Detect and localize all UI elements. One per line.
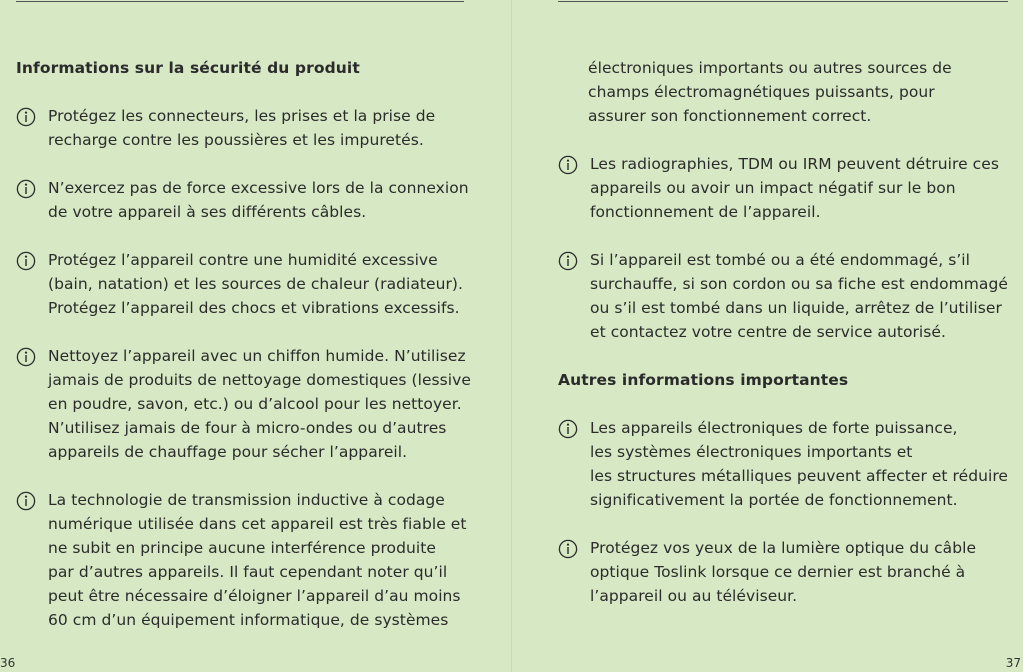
info-item bbox=[558, 152, 1018, 224]
info-circle-icon bbox=[16, 179, 38, 197]
page-number: 37 bbox=[1005, 656, 1021, 670]
info-circle-icon bbox=[16, 347, 38, 365]
section-title-other: Autres informations importantes bbox=[558, 371, 849, 389]
info-item bbox=[558, 248, 1018, 344]
info-text: La technologie de transmission inductive à codage numérique utilisée dans cet appareil est très fiable et ne subit en principe aucune interférence produite par d’autres appareils. Il faut cependant noter qu’il peut être nécessaire d’éloigner l’appareil d’au moins 60 cm d’un équipement informatique, de systèmes bbox=[48, 491, 467, 629]
info-text: Nettoyez l’appareil avec un chiffon humide. N’utilisez jamais de produits de nettoyage domestiques (lessive en poudre, savon, etc.) ou d’alcool pour les nettoyer. N’utilisez jamais de four à micro-ondes ou d’autres appareils de chauffage pour sécher l’appareil. bbox=[48, 347, 471, 461]
info-item bbox=[16, 488, 486, 632]
continued-text: électroniques importants ou autres sources de champs électromagnétiques puissants, pour assurer son fonctionnement correct. bbox=[588, 59, 952, 125]
info-circle-icon bbox=[558, 539, 580, 557]
right-content bbox=[558, 56, 1018, 608]
info-text: Protégez l’appareil contre une humidité excessive (bain, natation) et les sources de chaleur (radiateur). Protégez l’appareil des chocs et vibrations excessifs. bbox=[48, 251, 463, 317]
page-number: 36 bbox=[0, 656, 16, 670]
info-item bbox=[16, 344, 486, 464]
info-circle-icon bbox=[558, 419, 580, 437]
info-circle-icon bbox=[558, 251, 580, 269]
info-text: Les radiographies, TDM ou IRM peuvent détruire ces appareils ou avoir un impact négatif sur le bon fonctionnement de l’appareil. bbox=[590, 155, 999, 221]
info-item bbox=[16, 176, 486, 224]
info-item bbox=[16, 104, 486, 152]
info-text: Protégez vos yeux de la lumière optique du câble optique Toslink lorsque ce dernier est branché à l’appareil ou au téléviseur. bbox=[590, 539, 977, 605]
left-page bbox=[0, 0, 511, 672]
info-circle-icon bbox=[558, 155, 580, 173]
info-circle-icon bbox=[16, 107, 38, 125]
top-rule bbox=[558, 1, 1008, 2]
info-item bbox=[558, 536, 1018, 608]
info-circle-icon bbox=[16, 251, 38, 269]
info-item bbox=[16, 248, 486, 320]
info-item bbox=[558, 416, 1018, 512]
info-text: Si l’appareil est tombé ou a été endommagé, s’il surchauffe, si son cordon ou sa fiche est endommagé ou s’il est tombé dans un liquide, arrêtez de l’utiliser et contactez votre centre de service autorisé. bbox=[590, 251, 1008, 341]
info-text: Les appareils électroniques de forte puissance, les systèmes électroniques importants et les structures métalliques peuvent affecter et réduire significativement la portée de fonctionnement. bbox=[590, 419, 1008, 509]
section-title-safety: Informations sur la sécurité du produit bbox=[16, 59, 360, 77]
left-content bbox=[16, 56, 486, 632]
top-rule bbox=[16, 1, 464, 2]
right-page bbox=[512, 0, 1023, 672]
info-circle-icon bbox=[16, 491, 38, 509]
info-text: Protégez les connecteurs, les prises et la prise de recharge contre les poussières et les impuretés. bbox=[48, 107, 436, 149]
info-text: N’exercez pas de force excessive lors de la connexion de votre appareil à ses différents câbles. bbox=[48, 179, 469, 221]
